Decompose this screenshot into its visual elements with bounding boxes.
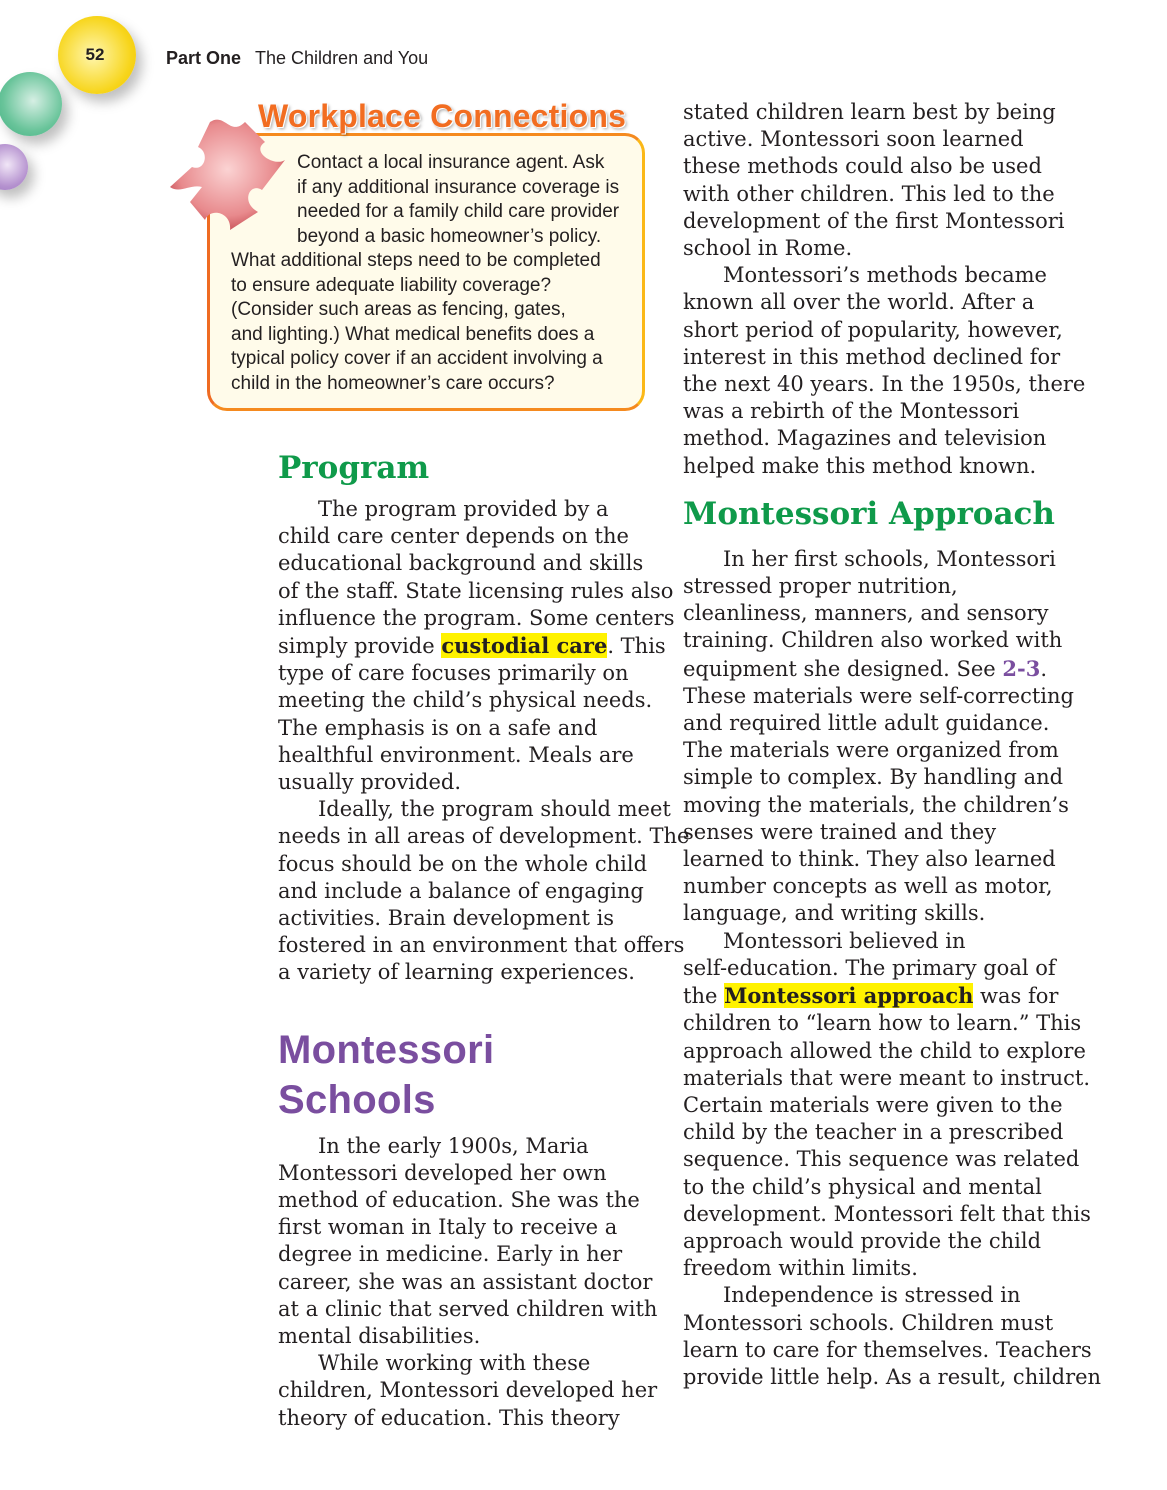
text-line: Montessori believed in [723,928,966,953]
text-line: fostered in an environment that offers [278,933,685,958]
text-line: degree in medicine. Early in her [278,1242,623,1267]
right-column [683,99,1102,1391]
text-line: Montessori’s methods became [723,263,1047,288]
text-segment: was for [973,984,1059,1009]
text-line: learn to care for themselves. Teachers [683,1337,1092,1362]
box-text-line: What additional steps need to be completed [231,250,601,271]
text-line: approach allowed the child to explore [683,1038,1086,1063]
text-line: usually provided. [278,770,462,795]
text-line: Ideally, the program should meet [318,797,671,822]
box-text-line: beyond a basic homeowner’s policy. [297,225,602,247]
text-line: While working with these [318,1351,591,1376]
paragraph [278,1350,658,1432]
chapter-title: The Children and You [255,48,429,68]
text-line: and include a balance of engaging [278,878,644,903]
text-line: development of the first Montessori [683,208,1065,233]
paragraph [683,928,1091,1283]
text-line: mental disabilities. [278,1324,481,1349]
text-line: school in Rome. [683,236,853,261]
box-text-line: if any additional insurance coverage is [297,176,620,198]
text-line: influence the program. Some centers [278,605,675,630]
paragraph [683,1282,1102,1391]
program-heading: Program [278,450,430,486]
text-line: Montessori developed her own [278,1160,607,1185]
paragraph [278,796,690,986]
text-line: method. Magazines and television [683,426,1047,451]
text-line: training. Children also worked with [683,628,1063,653]
text-line: known all over the world. After a [683,290,1035,315]
text-line: The emphasis is on a safe and [278,715,598,740]
text-line: materials that were meant to instruct. [683,1065,1091,1090]
box-text-line: typical policy cover if an accident involving a [231,348,603,369]
page-number: 52 [85,45,105,64]
box-text-line: (Consider such areas as fencing, gates, [231,299,566,320]
running-header [166,48,428,69]
text-line: learned to think. They also learned [683,847,1056,872]
text-line: to the child’s physical and mental [683,1174,1042,1199]
text-segment: the [683,984,725,1009]
part-label: Part One [166,48,242,68]
text-line: senses were trained and they [683,819,997,844]
decorative-green-ball [0,72,62,136]
paragraph [278,496,675,796]
text-line: the next 40 years. In the 1950s, there [683,372,1086,397]
paragraph [683,262,1086,480]
text-line [278,632,666,660]
text-line: these methods could also be used [683,154,1042,179]
text-line: interest in this method declined for [683,344,1061,369]
text-line: type of care focuses primarily on [278,661,629,686]
text-line: development. Montessori felt that this [683,1201,1091,1226]
text-line [683,982,1058,1010]
left-column [278,448,690,1432]
text-line: approach would provide the child [683,1228,1042,1253]
text-segment: . [1040,656,1048,681]
text-line: short period of popularity, however, [683,317,1063,342]
decorative-purple-ball [0,144,28,190]
text-line: children, Montessori developed her [278,1378,658,1403]
text-line: healthful environment. Meals are [278,742,634,767]
text-line: theory of education. This theory [278,1405,620,1430]
text-line: Certain materials were given to the [683,1092,1063,1117]
box-text-line: to ensure adequate liability coverage? [231,274,552,296]
text-segment: . This [607,634,666,659]
text-line: Montessori schools. Children must [683,1310,1054,1335]
montessori-schools-heading: Montessori Schools [278,1027,495,1122]
text-line: career, she was an assistant doctor [278,1269,653,1294]
text-line: self-education. The primary goal of [683,955,1056,980]
box-text-line: Contact a local insurance agent. Ask [297,152,605,173]
key-term-highlight: Montessori approach [724,983,974,1009]
text-line: The materials were organized from [683,738,1059,763]
text-line: child care center depends on the [278,524,629,549]
text-line: The program provided by a [318,497,609,521]
text-line: moving the materials, the children’s [683,792,1069,817]
text-line: In the early 1900s, Maria [318,1133,589,1158]
paragraph [683,546,1074,928]
text-line: child by the teacher in a prescribed [683,1120,1064,1145]
text-line: Independence is stressed in [723,1283,1021,1308]
text-line [683,655,1058,683]
text-line: and required little adult guidance. [683,711,1050,736]
text-line: with other children. This led to the [683,181,1055,206]
text-line: stated children learn best by being [683,100,1056,124]
box-text-line: and lighting.) What medical benefits does a [231,323,595,345]
key-term-highlight: custodial care [441,633,608,659]
text-line: stressed proper nutrition, [683,574,958,599]
text-line: sequence. This sequence was related [683,1147,1080,1172]
text-line: needs in all areas of development. The [278,824,690,849]
text-line: language, and writing skills. [683,901,986,926]
montessori-approach-heading: Montessori Approach [683,495,1055,532]
box-text-line: child in the homeowner’s care occurs? [231,372,555,394]
workplace-connections-text [231,151,641,396]
figure-reference-link[interactable]: 2-3 [1002,655,1041,681]
text-line: of the staff. State licensing rules also [278,578,674,603]
text-line: activities. Brain development is [278,906,615,931]
workplace-connections-title: Workplace Connections [258,98,627,134]
text-line: first woman in Italy to receive a [278,1215,618,1240]
text-line: a variety of learning experiences. [278,960,635,985]
text-line: number concepts as well as motor, [683,874,1053,899]
text-line: educational background and skills [278,551,644,576]
text-line: at a clinic that served children with [278,1296,658,1321]
text-line: active. Montessori soon learned [683,127,1024,152]
text-line: These materials were self-correcting [683,683,1074,708]
text-segment: equipment she designed. See [683,656,1003,681]
text-line: provide little help. As a result, children [683,1364,1102,1389]
text-line: cleanliness, manners, and sensory [683,601,1049,626]
text-line: children to “learn how to learn.” This [683,1011,1082,1036]
paragraph [683,99,1065,262]
text-segment: simply provide [278,634,442,659]
text-line: In her first schools, Montessori [723,546,1056,571]
text-line: simple to complex. By handling and [683,765,1064,790]
text-line: helped make this method known. [683,453,1037,478]
text-line: meeting the child’s physical needs. [278,688,653,713]
text-line: focus should be on the whole child [278,851,648,876]
text-line: was a rebirth of the Montessori [683,399,1020,424]
text-line: freedom within limits. [683,1256,918,1281]
paragraph [278,1133,658,1351]
box-text-line: needed for a family child care provider [297,201,620,222]
text-line: method of education. She was the [278,1188,640,1213]
